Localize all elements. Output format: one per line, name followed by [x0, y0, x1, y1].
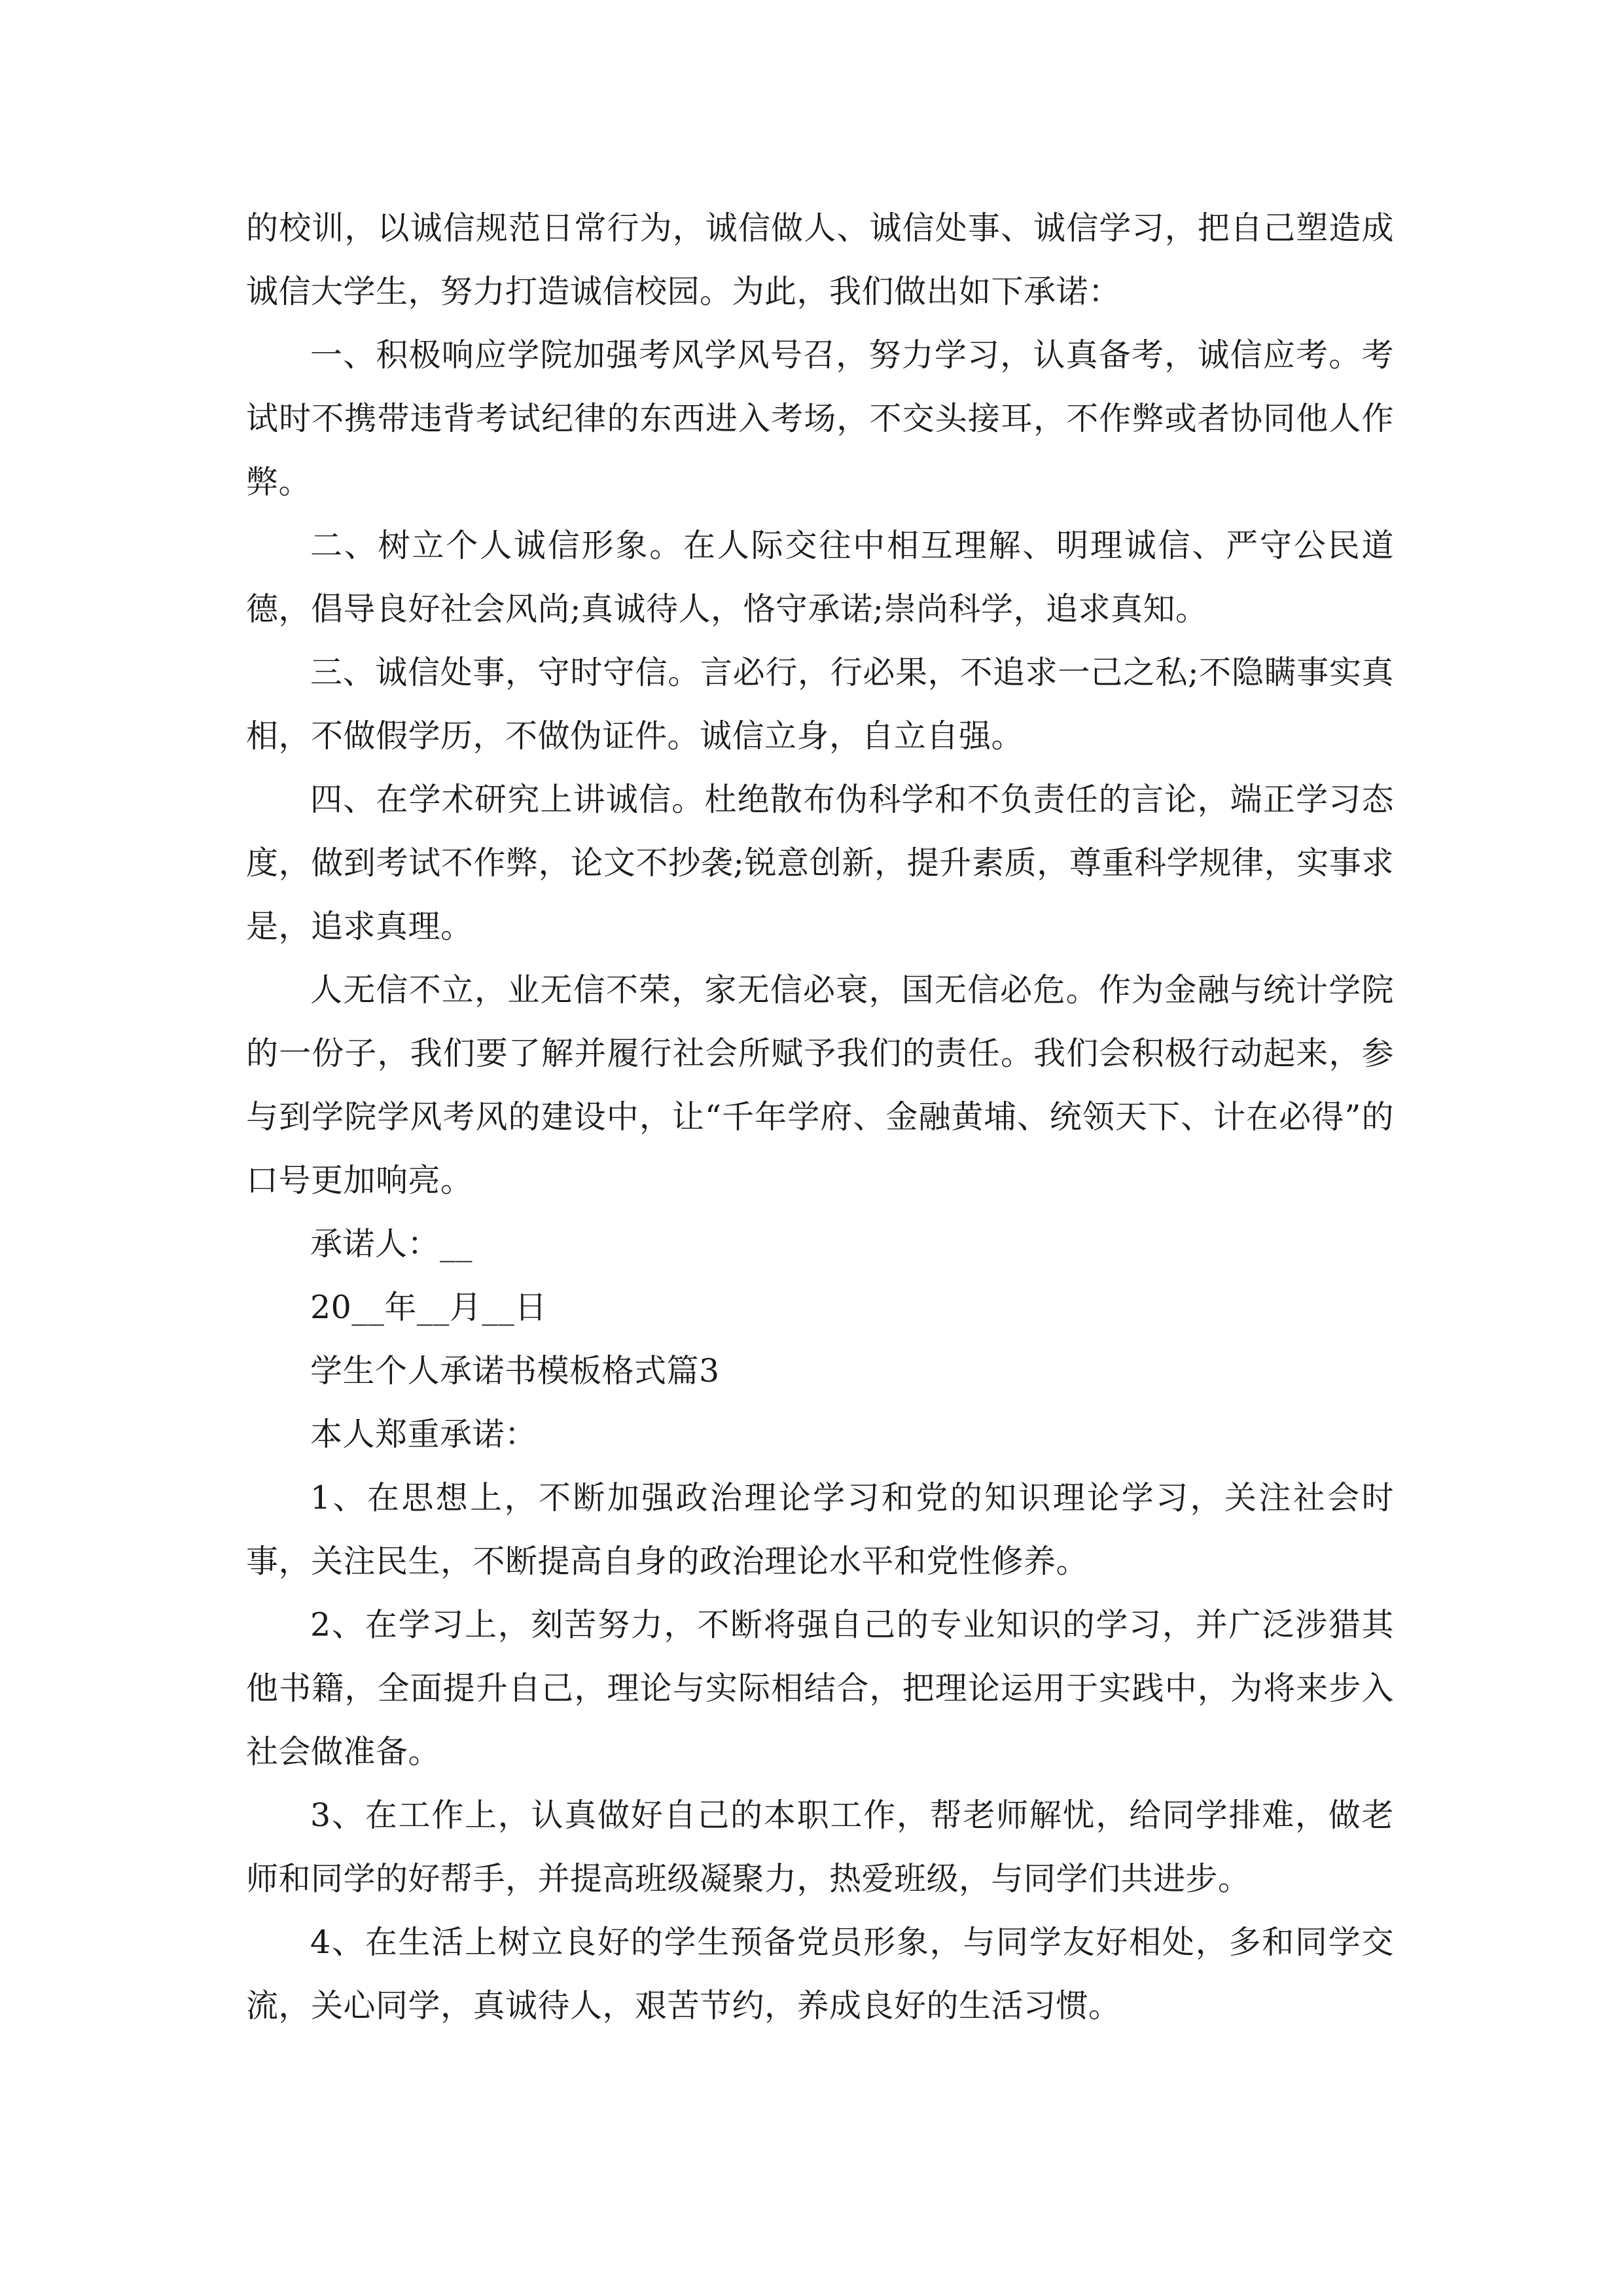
date-line: 20__年__月__日 [310, 1289, 547, 1326]
paragraph-commitment-1: 一、积极响应学院加强考风学风号召，努力学习，认真备考，诚信应考。考试时不携带违背考试纪律的东西进入考场，不交头接耳，不作弊或者协同他人作弊。 [246, 336, 1394, 501]
paragraph-closing: 人无信不立，业无信不荣，家无信必衰，国无信必危。作为金融与统计学院的一份子，我们要了解并履行社会所赋予我们的责任。我们会积极行动起来，参与到学院学风考风的建设中，让“千年学府、金融黄埔、统领天下、计在必得”的口号更加响亮。 [246, 971, 1394, 1199]
paragraph-commitment-3: 三、诚信处事，守时守信。言必行，行必果，不追求一己之私;不隐瞒事实真相，不做假学历，不做伪证件。诚信立身，自立自强。 [246, 654, 1394, 755]
paragraph-commitment-4: 四、在学术研究上讲诚信。杜绝散布伪科学和不负责任的言论，端正学习态度，做到考试不作弊，论文不抄袭;锐意创新，提升素质，尊重科学规律，实事求是，追求真理。 [246, 781, 1394, 945]
paragraph-commitment-2: 二、树立个人诚信形象。在人际交往中相互理解、明理诚信、严守公民道德，倡导良好社会风尚;真诚待人，恪守承诺;崇尚科学，追求真知。 [246, 527, 1394, 628]
list-item-thought: 1、在思想上，不断加强政治理论学习和党的知识理论学习，关注社会时事，关注民生，不断提高自身的政治理论水平和党性修养。 [246, 1479, 1394, 1580]
list-item-study: 2、在学习上，刻苦努力，不断将强自己的专业知识的学习，并广泛涉猎其他书籍，全面提升自己，理论与实际相结合，把理论运用于实践中，为将来步入社会做准备。 [246, 1606, 1394, 1770]
section-title: 学生个人承诺书模板格式篇3 [310, 1352, 720, 1390]
list-item-work: 3、在工作上，认真做好自己的本职工作，帮老师解忧，给同学排难，做老师和同学的好帮手，并提高班级凝聚力，热爱班级，与同学们共进步。 [246, 1797, 1394, 1897]
intro-line: 本人郑重承诺： [310, 1416, 537, 1453]
document-body [246, 196, 1394, 2037]
signature-label: 承诺人：__ [310, 1225, 473, 1263]
list-item-life: 4、在生活上树立良好的学生预备党员形象，与同学友好相处，多和同学交流，关心同学，真诚待人，艰苦节约，养成良好的生活习惯。 [246, 1924, 1394, 2024]
paragraph-school-motto: 的校训，以诚信规范日常行为，诚信做人、诚信处事、诚信学习，把自己塑造成诚信大学生，努力打造诚信校园。为此，我们做出如下承诺： [246, 209, 1394, 310]
